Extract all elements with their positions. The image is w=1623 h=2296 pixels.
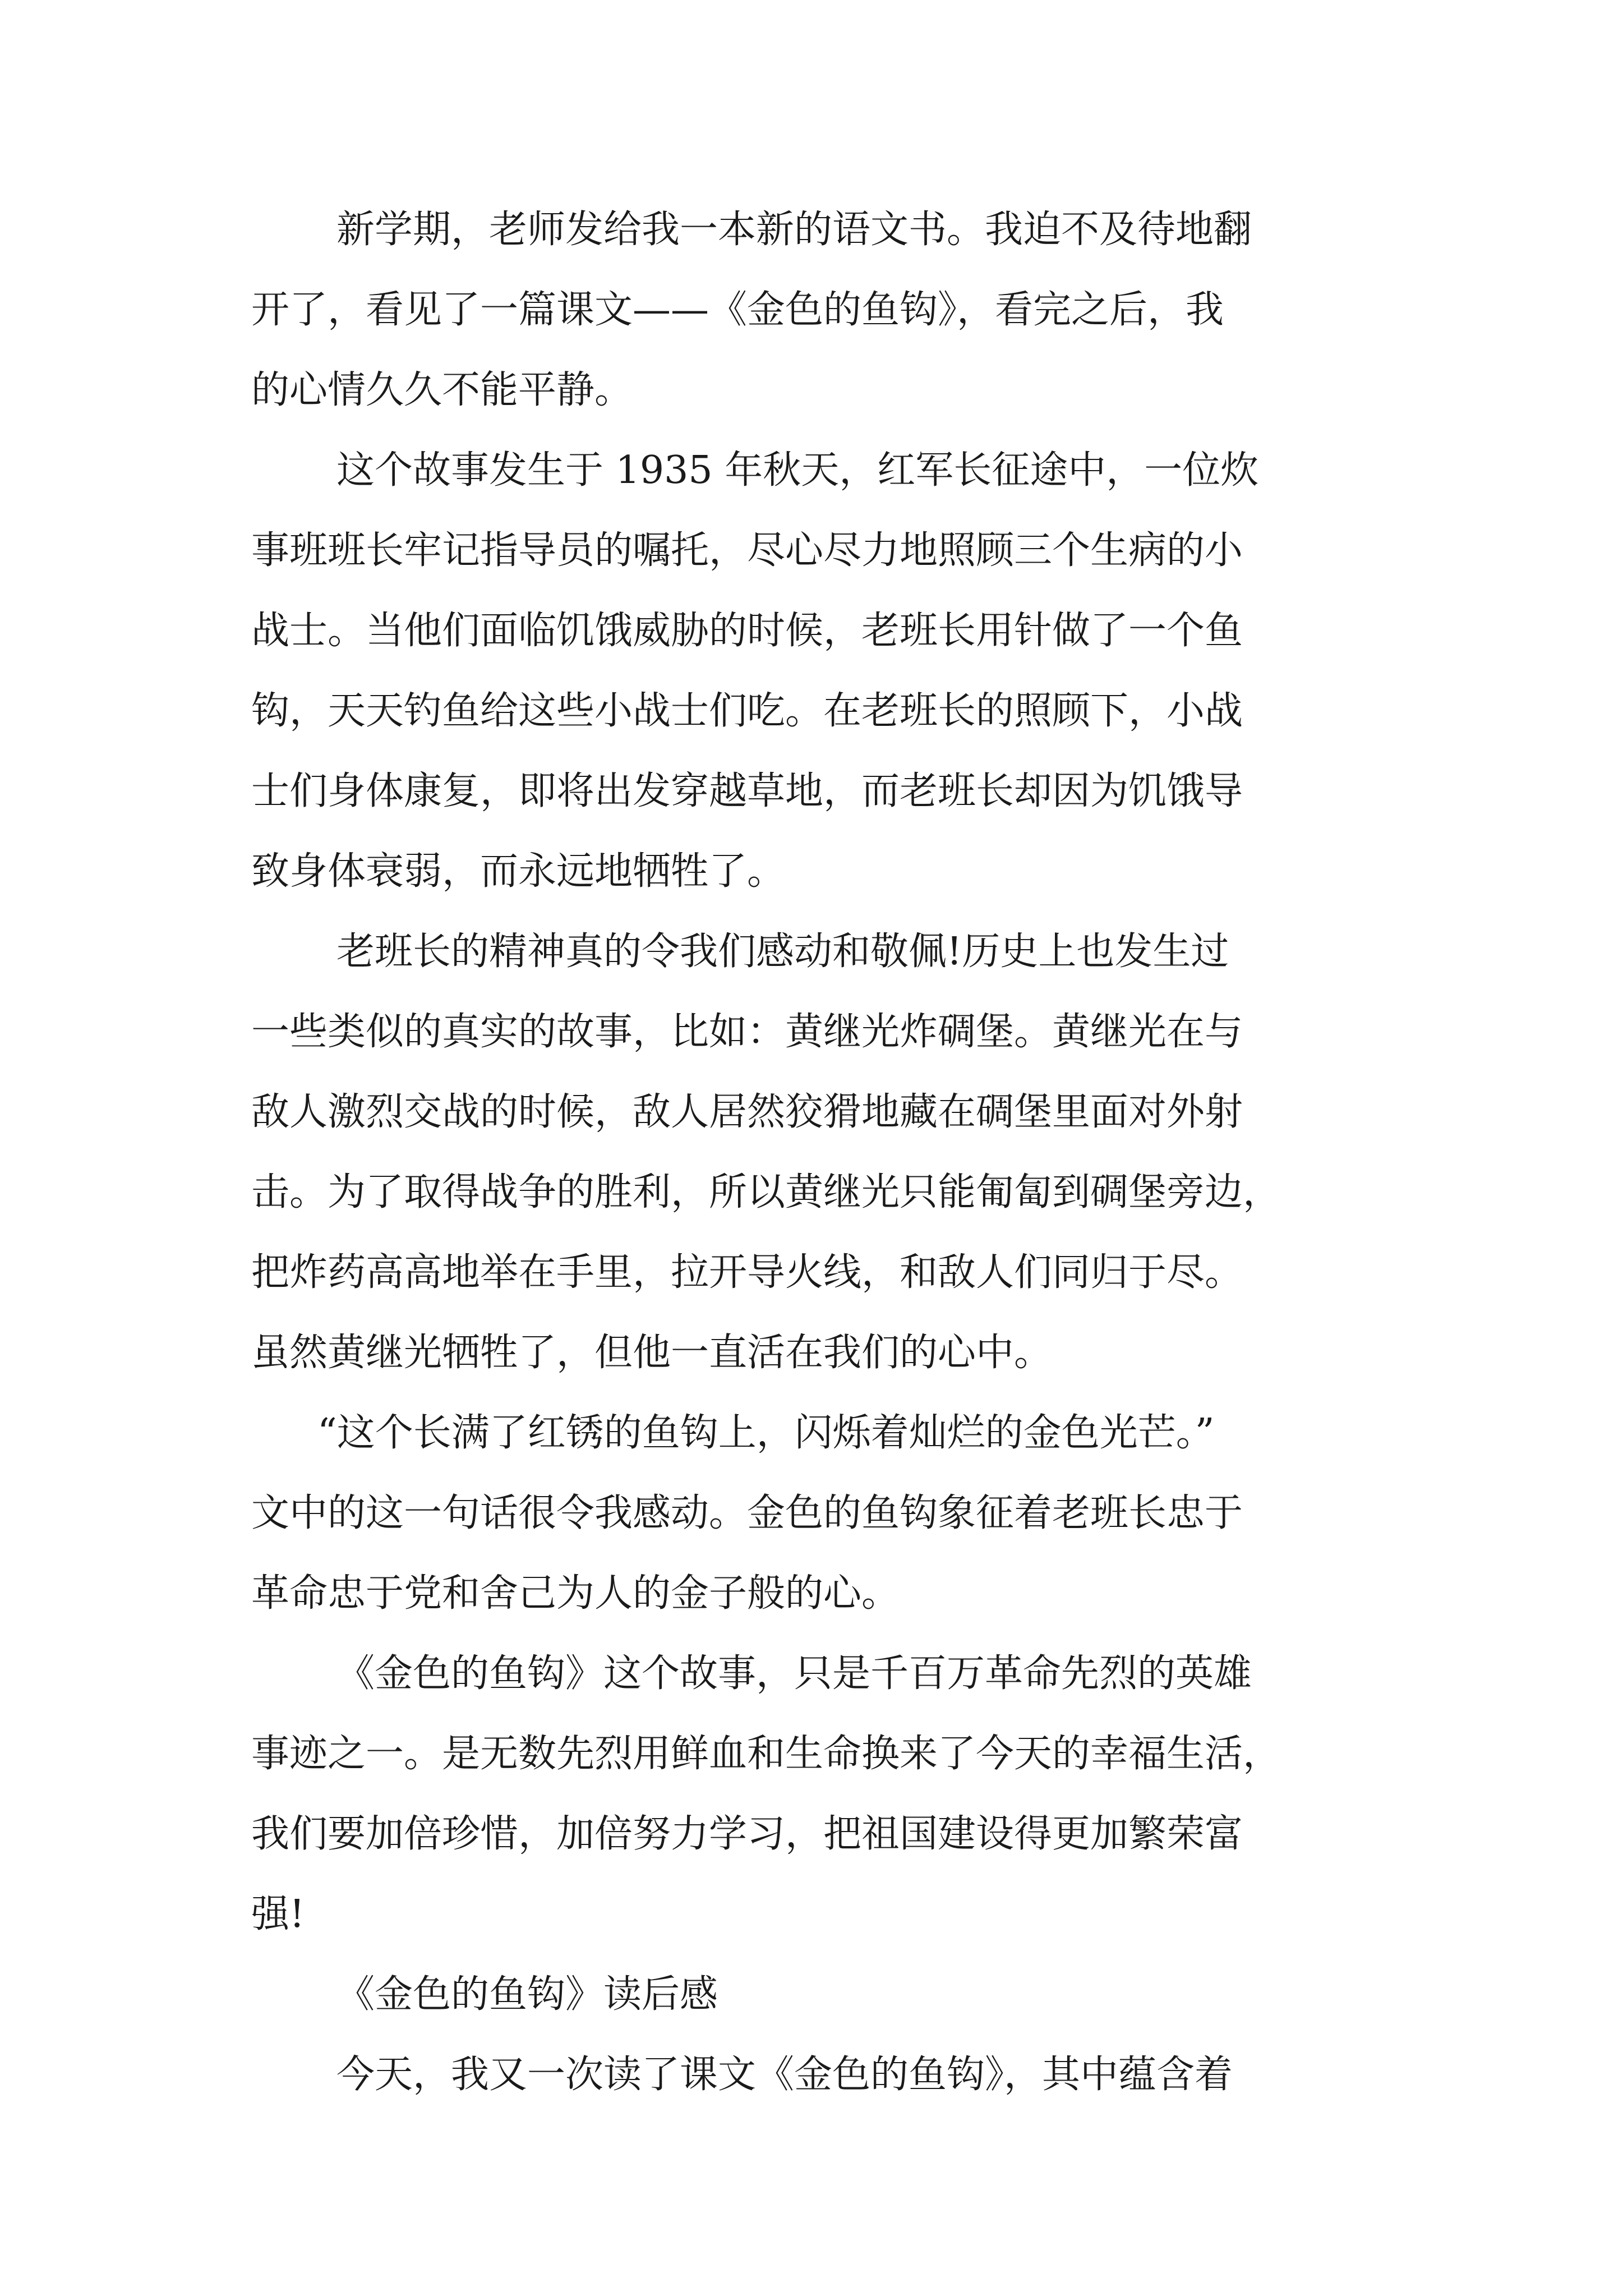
- text-line: 革命忠于党和舍己为人的金子般的心。: [251, 1571, 900, 1616]
- text-line: 钩，天天钓鱼给这些小战士们吃。在老班长的照顾下，小战: [251, 689, 1243, 733]
- text-line: 今天，我又一次读了课文《金色的鱼钩》，其中蕴含着: [336, 2053, 1233, 2097]
- text-line: 击。为了取得战争的胜利，所以黄继光只能匍匐到碉堡旁边，: [251, 1170, 1281, 1214]
- text-line: 士们身体康复，即将出发穿越草地，而老班长却因为饥饿导: [251, 769, 1243, 813]
- text-line: 这个故事发生于 1935 年秋天，红军长征途中，一位炊: [336, 448, 1259, 493]
- text-line: 事班班长牢记指导员的嘱托，尽心尽力地照顾三个生病的小: [251, 528, 1243, 573]
- text-line: 强!: [251, 1892, 305, 1936]
- text-line: 把炸药高高地举在手里，拉开导火线，和敌人们同归于尽。: [251, 1250, 1243, 1295]
- section-title: 《金色的鱼钩》读后感: [336, 1972, 718, 2017]
- text-line: 文中的这一句话很令我感动。金色的鱼钩象征着老班长忠于: [251, 1491, 1243, 1535]
- text-line: 的心情久久不能平静。: [251, 368, 633, 412]
- text-line: 新学期，老师发给我一本新的语文书。我迫不及待地翻: [336, 208, 1252, 252]
- text-line: “这个长满了红锈的鱼钩上，闪烁着灿烂的金色光芒。”: [317, 1411, 1215, 1455]
- text-line: 《金色的鱼钩》这个故事，只是千百万革命先烈的英雄: [336, 1651, 1252, 1696]
- text-line: 致身体衰弱，而永远地牺牲了。: [251, 849, 786, 894]
- text-line: 敌人激烈交战的时候，敌人居然狡猾地藏在碉堡里面对外射: [251, 1090, 1243, 1134]
- text-line: 虽然黄继光牺牲了，但他一直活在我们的心中。: [251, 1331, 1053, 1375]
- text-line: 老班长的精神真的令我们感动和敬佩!历史上也发生过: [336, 930, 1229, 974]
- text-line: 战士。当他们面临饥饿威胁的时候，老班长用针做了一个鱼: [251, 609, 1243, 653]
- text-line: 我们要加倍珍惜，加倍努力学习，把祖国建设得更加繁荣富: [251, 1812, 1243, 1856]
- text-line: 开了，看见了一篇课文——《金色的鱼钩》，看完之后，我: [251, 288, 1224, 332]
- text-line: 一些类似的真实的故事，比如：黄继光炸碉堡。黄继光在与: [251, 1010, 1243, 1054]
- text-line: 事迹之一。是无数先烈用鲜血和生命换来了今天的幸福生活，: [251, 1732, 1281, 1776]
